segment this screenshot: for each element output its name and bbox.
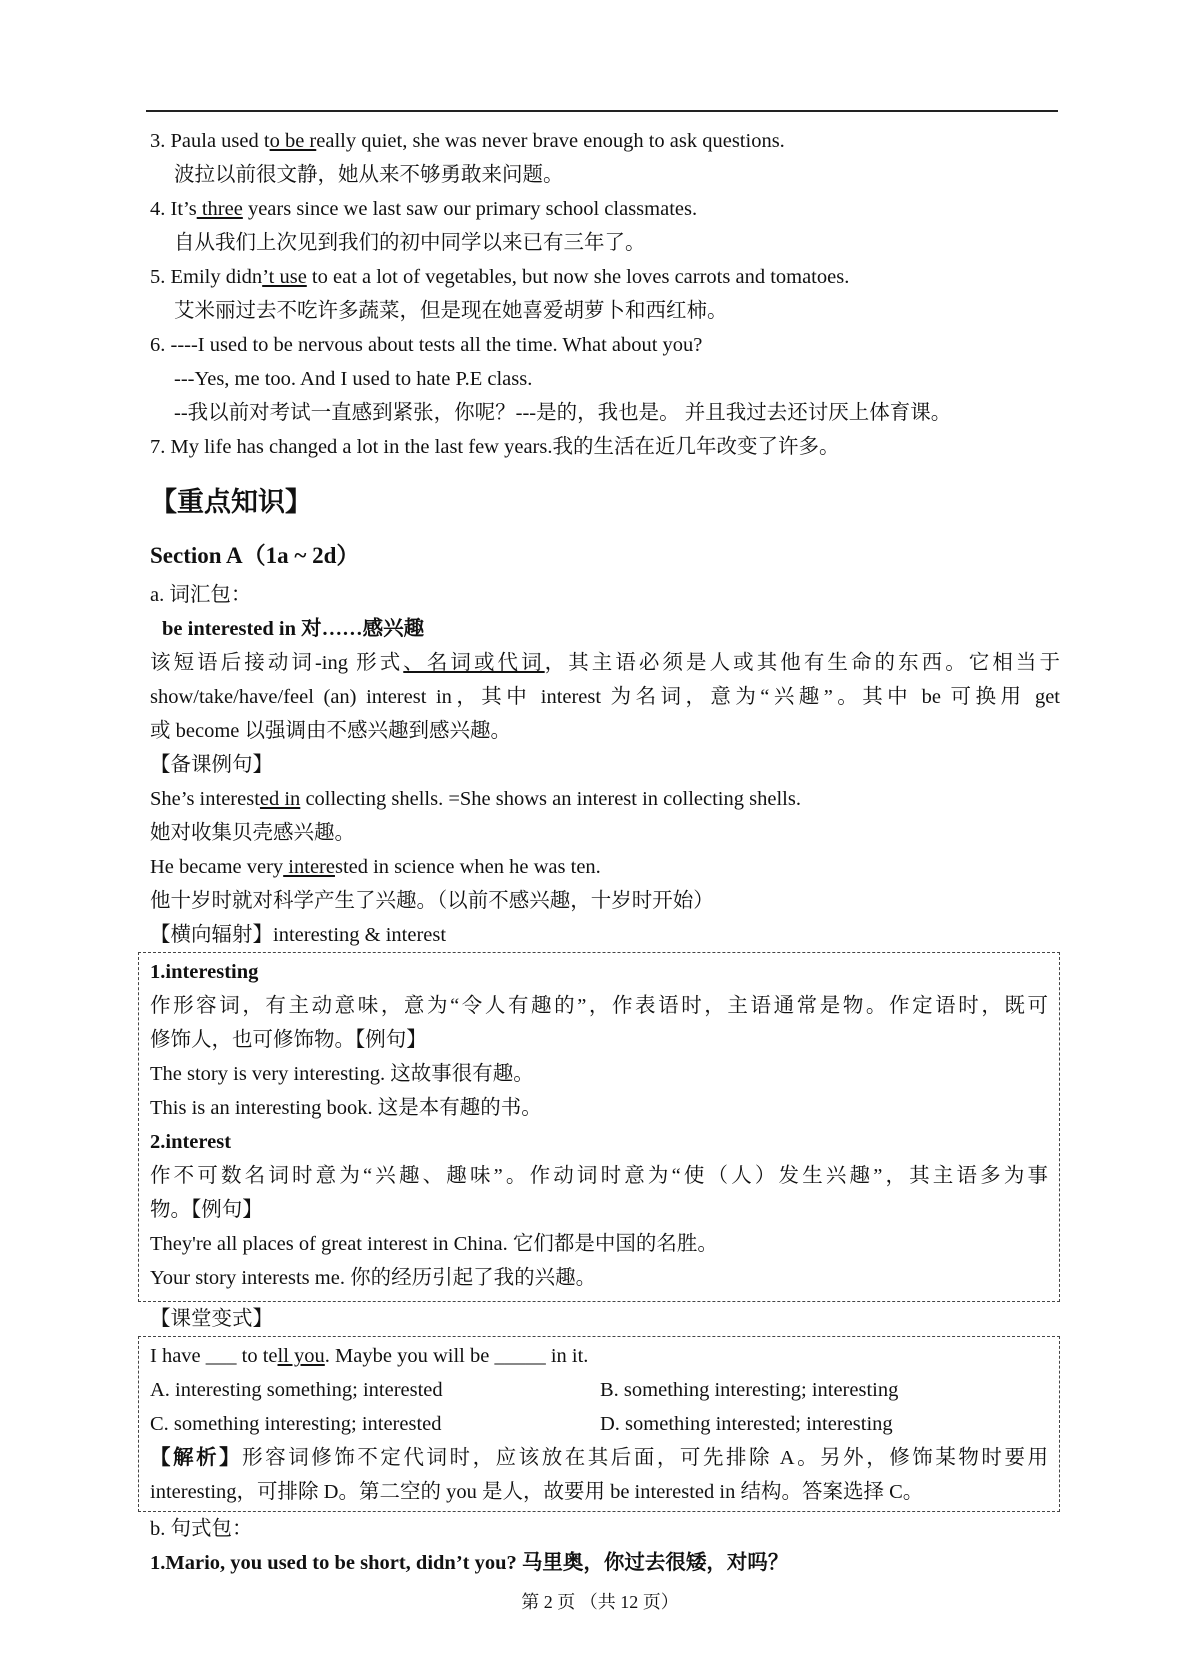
interesting-interest-box xyxy=(138,952,1060,1302)
box-term-2: 2.interest xyxy=(150,1131,232,1153)
box-def-1b: 修饰人，也可修饰物。【例句】 xyxy=(150,1029,427,1051)
page-footer: 第 2 页 （共 12 页） xyxy=(521,1592,679,1612)
box-example-4: Your story interests me. 你的经历引起了我的兴趣。 xyxy=(150,1267,597,1289)
box-def-2a: 作不可数名词时意为“兴趣、趣味”。作动词时意为“使（人）发生兴趣”，其主语多为事 xyxy=(150,1165,1048,1187)
box-def-1a: 作形容词，有主动意味，意为“令人有趣的”，作表语时，主语通常是物。作定语时，既可 xyxy=(150,995,1048,1017)
option-a: A. interesting something; interested xyxy=(150,1379,443,1401)
header-rule xyxy=(146,110,1058,112)
sentence-5-cn: 艾米丽过去不吃许多蔬菜，但是现在她喜爱胡萝卜和西红柿。 xyxy=(174,300,728,322)
box-term-1: 1.interesting xyxy=(150,961,259,983)
example-1-cn: 她对收集贝壳感兴趣。 xyxy=(150,822,355,844)
example-2-en: He became very interested in science when he was ten. xyxy=(150,856,601,878)
analysis-line-2: interesting，可排除 D。第二空的 you 是人，故要用 be interested in 结构。答案选择 C。 xyxy=(150,1481,924,1503)
explain-line-3: 或 become 以强调由不感兴趣到感兴趣。 xyxy=(150,720,511,742)
box-example-1: The story is very interesting. 这故事很有趣。 xyxy=(150,1063,534,1085)
sentence-pack-1: 1.Mario, you used to be short, didn’t you? 马里奥，你过去很矮，对吗？ xyxy=(150,1552,789,1574)
radiation-label: 【横向辐射】interesting & interest xyxy=(150,924,447,946)
sentence-pack-label: b. 句式包： xyxy=(150,1518,253,1540)
sentence-4-cn: 自从我们上次见到我们的初中同学以来已有三年了。 xyxy=(174,232,646,254)
phrase-heading: be interested in 对……感兴趣 xyxy=(162,618,425,640)
option-c: C. something interesting; interested xyxy=(150,1413,442,1435)
examples-label: 【备课例句】 xyxy=(150,754,273,776)
explain-line-1: 该短语后接动词-ing 形式、名词或代词，其主语必须是人或其他有生命的东西。它相当于 xyxy=(150,652,1061,674)
box-def-2b: 物。【例句】 xyxy=(150,1199,263,1221)
explain-line-2: show/take/have/feel (an) interest in，其中 interest 为名词，意为“兴趣”。其中 be 可换用 get xyxy=(150,686,1060,708)
vocab-label: a. 词汇包： xyxy=(150,584,252,606)
box-example-2: This is an interesting book. 这是本有趣的书。 xyxy=(150,1097,542,1119)
sentence-4-en: 4. It’s three years since we last saw our primary school classmates. xyxy=(150,198,698,220)
options-row-1 xyxy=(150,1373,1048,1407)
sentence-6-en-a: ---Yes, me too. And I used to hate P.E class. xyxy=(174,368,533,390)
example-1-en: She’s interested in collecting shells. =She shows an interest in collecting shells. xyxy=(150,788,801,810)
option-d: D. something interested; interesting xyxy=(600,1413,893,1435)
page-content xyxy=(150,124,1060,1580)
key-knowledge-heading: 【重点知识】 xyxy=(150,487,312,517)
practice-question: I have ___ to tell you. Maybe you will be _____ in it. xyxy=(150,1345,589,1367)
example-2-cn: 他十岁时就对科学产生了兴趣。（以前不感兴趣，十岁时开始） xyxy=(150,890,714,912)
sentence-3-cn: 波拉以前很文静，她从来不够勇敢来问题。 xyxy=(174,164,564,186)
box-example-3: They're all places of great interest in China. 它们都是中国的名胜。 xyxy=(150,1233,718,1255)
sentence-7: 7. My life has changed a lot in the last few years.我的生活在近几年改变了许多。 xyxy=(150,436,840,458)
option-b: B. something interesting; interesting xyxy=(600,1379,899,1401)
options-row-2 xyxy=(150,1407,1048,1441)
analysis-line-1: 【解析】形容词修饰不定代词时，应该放在其后面，可先排除 A。另外，修饰某物时要用 xyxy=(150,1447,1049,1469)
practice-box xyxy=(138,1336,1060,1512)
sentence-3-en: 3. Paula used to be really quiet, she was never brave enough to ask questions. xyxy=(150,130,785,152)
practice-label: 【课堂变式】 xyxy=(150,1308,273,1330)
sentence-6-en-q: 6. ----I used to be nervous about tests all the time. What about you? xyxy=(150,334,703,356)
section-title: Section A（1a ~ 2d） xyxy=(150,543,360,568)
sentence-6-cn: --我以前对考试一直感到紧张，你呢？---是的，我也是。 并且我过去还讨厌上体育课。 xyxy=(174,402,952,424)
sentence-5-en: 5. Emily didn’t use to eat a lot of vegetables, but now she loves carrots and tomatoes. xyxy=(150,266,850,288)
